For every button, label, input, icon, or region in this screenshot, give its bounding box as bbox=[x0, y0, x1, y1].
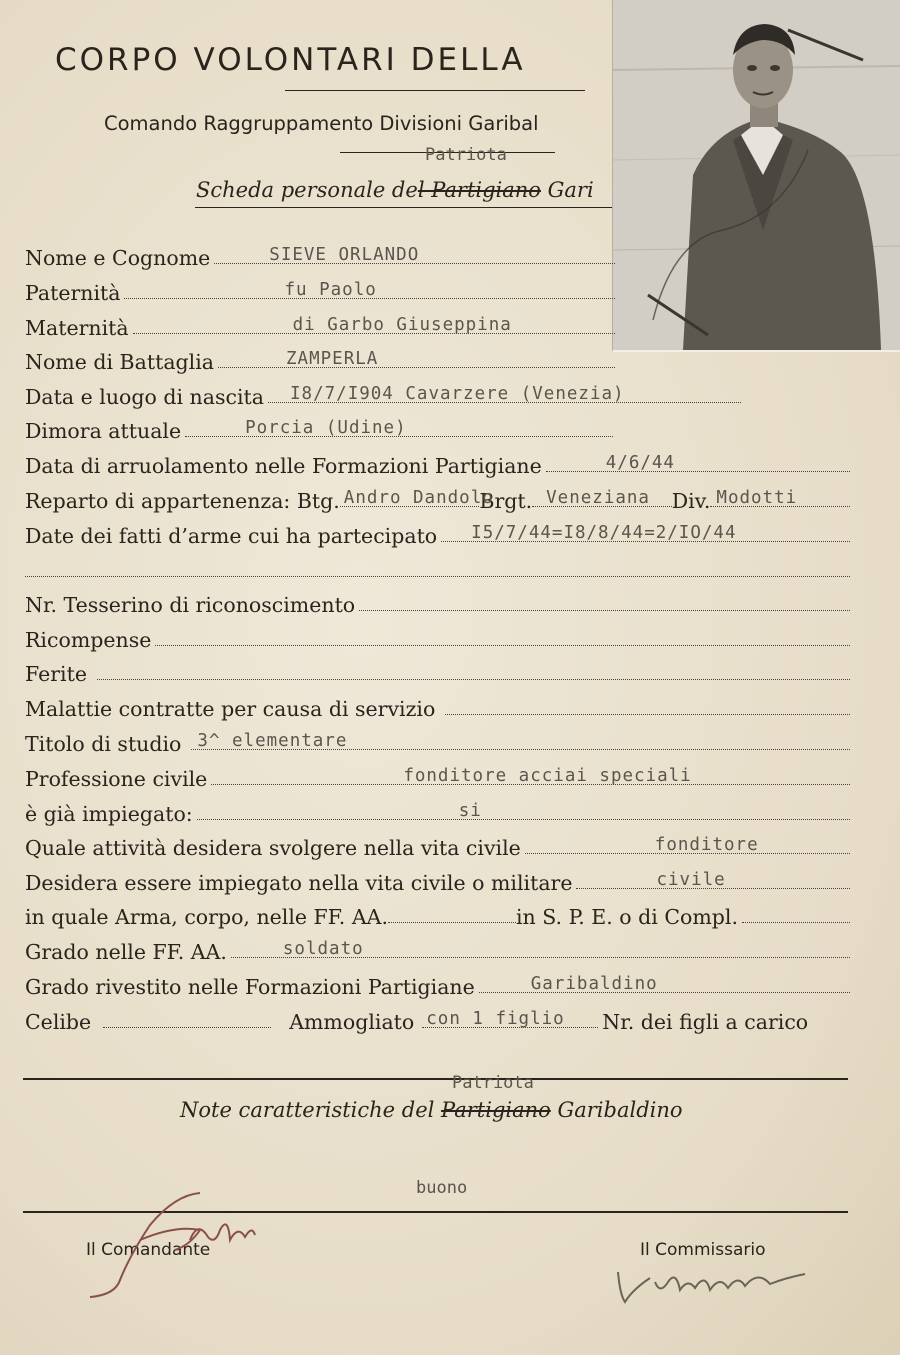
label-celibe: Celibe bbox=[25, 1010, 92, 1034]
value-line-attivita bbox=[525, 823, 850, 854]
label-fatti-arme: Date dei fatti d’arme cui ha partecipato bbox=[25, 524, 438, 548]
value-btg: Andro Dandolo bbox=[343, 488, 494, 508]
value-line-celibe bbox=[103, 997, 271, 1028]
label-reparto: Reparto di appartenenza: Btg. bbox=[25, 489, 340, 513]
field-nome-cognome bbox=[25, 240, 615, 270]
label-ferite: Ferite bbox=[25, 662, 87, 686]
label-grado-ffaa: Grado nelle FF. AA. bbox=[25, 940, 227, 964]
label-impiegato: è già impiegato: bbox=[25, 802, 193, 826]
value-line-impiegato bbox=[197, 789, 850, 820]
value-line-impiego bbox=[576, 858, 850, 889]
value-nome-battaglia: ZAMPERLA bbox=[286, 349, 379, 369]
commissario-label: Il Commissario bbox=[640, 1240, 766, 1260]
field-grado-partigiano bbox=[25, 969, 850, 999]
value-line-paternita bbox=[124, 268, 615, 299]
scheda-title-suffix: Gari bbox=[540, 178, 594, 202]
value-line-tesserino bbox=[359, 580, 850, 611]
value-line-dimora bbox=[185, 406, 613, 437]
value-line-arruolamento bbox=[546, 441, 850, 472]
value-impiegato: si bbox=[458, 801, 482, 821]
label-figli: Nr. dei figli a carico bbox=[602, 1010, 809, 1034]
label-arma: in quale Arma, corpo, nelle FF. AA. bbox=[25, 905, 388, 929]
blank-dotted-line bbox=[25, 546, 850, 577]
label-nome-battaglia: Nome di Battaglia bbox=[25, 350, 215, 374]
label-paternita: Paternità bbox=[25, 281, 121, 305]
label-titolo-studio: Titolo di studio bbox=[25, 732, 182, 756]
value-line-nome-cognome bbox=[214, 233, 615, 264]
value-line-fatti-arme bbox=[441, 511, 850, 542]
field-tesserino bbox=[25, 587, 850, 617]
notes-title bbox=[180, 1098, 683, 1122]
field-arruolamento bbox=[25, 448, 850, 478]
value-line-div bbox=[710, 476, 850, 507]
field-blank-line bbox=[25, 553, 850, 583]
value-line-nascita bbox=[268, 372, 741, 403]
value-div: Modotti bbox=[716, 488, 798, 508]
value-maternita: di Garbo Giuseppina bbox=[292, 315, 512, 335]
header-rule bbox=[285, 90, 585, 91]
label-attivita: Quale attività desidera svolgere nella vita civile bbox=[25, 836, 521, 860]
value-line-brgt bbox=[532, 476, 672, 507]
label-nome-cognome: Nome e Cognome bbox=[25, 246, 211, 270]
commissario-signature bbox=[610, 1260, 830, 1320]
value-ammogliato: con 1 figlio bbox=[426, 1009, 565, 1029]
scheda-rule bbox=[195, 207, 615, 208]
field-titolo-studio bbox=[25, 726, 850, 756]
field-grado-ffaa bbox=[25, 934, 850, 964]
label-arruolamento: Data di arruolamento nelle Formazioni Partigiane bbox=[25, 454, 542, 478]
value-line-grado-partigiano bbox=[479, 962, 850, 993]
label-div: Div. bbox=[671, 489, 711, 513]
value-titolo-studio: 3^ elementare bbox=[197, 731, 348, 751]
notes-title-prefix: Note caratteristiche del bbox=[180, 1098, 442, 1122]
value-line-arma bbox=[388, 892, 516, 923]
header-subtitle: Comando Raggruppamento Divisioni Garibal bbox=[104, 112, 539, 135]
header-title: CORPO VOLONTARI DELLA bbox=[55, 42, 526, 78]
portrait-photo bbox=[612, 0, 900, 352]
field-maternita bbox=[25, 310, 615, 340]
scheda-title bbox=[196, 178, 594, 202]
value-line-titolo-studio bbox=[191, 719, 850, 750]
field-malattie bbox=[25, 691, 850, 721]
comandante-signature bbox=[80, 1185, 280, 1305]
field-attivita bbox=[25, 830, 850, 860]
scheda-title-struck: l Partigiano bbox=[417, 178, 541, 202]
value-nome-cognome: SIEVE ORLANDO bbox=[269, 245, 420, 265]
comandante-label: Il Comandante bbox=[86, 1240, 211, 1260]
field-stato-civile bbox=[25, 1004, 850, 1034]
field-professione bbox=[25, 761, 850, 791]
value-line-btg bbox=[340, 476, 494, 508]
field-paternita bbox=[25, 275, 615, 305]
label-malattie: Malattie contratte per causa di servizio bbox=[25, 697, 436, 721]
notes-title-struck: Partigiano bbox=[441, 1098, 551, 1122]
label-ammogliato: Ammogliato bbox=[289, 1010, 415, 1034]
field-fatti-arme bbox=[25, 518, 850, 548]
value-professione: fonditore acciai speciali bbox=[403, 766, 692, 786]
label-brgt: Brgt. bbox=[479, 489, 533, 513]
value-attivita: fonditore bbox=[654, 835, 759, 855]
value-line-ricompense bbox=[155, 615, 850, 646]
value-grado-ffaa: soldato bbox=[282, 939, 364, 959]
label-maternita: Maternità bbox=[25, 316, 129, 340]
value-brgt: Veneziana bbox=[546, 488, 650, 508]
notes-value: buono bbox=[416, 1178, 468, 1198]
field-reparto bbox=[25, 483, 850, 513]
notes-patriota-correction: Patriota bbox=[452, 1073, 534, 1093]
notes-title-suffix: Garibaldino bbox=[550, 1098, 683, 1122]
field-nome-battaglia bbox=[25, 344, 615, 374]
label-tesserino: Nr. Tesserino di riconoscimento bbox=[25, 593, 356, 617]
notes-top-rule bbox=[23, 1078, 848, 1080]
value-line-ferite bbox=[97, 649, 850, 680]
label-grado-partigiano: Grado rivestito nelle Formazioni Partigiane bbox=[25, 975, 475, 999]
value-line-grado-ffaa bbox=[231, 927, 850, 958]
label-ricompense: Ricompense bbox=[25, 628, 152, 652]
field-ricompense bbox=[25, 622, 850, 652]
label-nascita: Data e luogo di nascita bbox=[25, 385, 265, 409]
header-patriota-correction: Patriota bbox=[425, 145, 507, 165]
field-nascita bbox=[25, 379, 745, 409]
field-impiegato bbox=[25, 796, 850, 826]
label-spe: in S. P. E. o di Compl. bbox=[515, 905, 738, 929]
value-nascita: I8/7/I904 Cavarzere (Venezia) bbox=[290, 384, 625, 404]
scheda-title-prefix: Scheda personale de bbox=[196, 178, 418, 202]
field-arma bbox=[25, 899, 850, 929]
field-ferite bbox=[25, 656, 850, 686]
value-arruolamento: 4/6/44 bbox=[605, 453, 675, 473]
value-line-ammogliato bbox=[422, 997, 598, 1028]
value-impiego: civile bbox=[656, 870, 726, 890]
label-impiego: Desidera essere impiegato nella vita civile o militare bbox=[25, 871, 573, 895]
label-dimora: Dimora attuale bbox=[25, 419, 182, 443]
value-paternita: fu Paolo bbox=[284, 280, 377, 300]
portrait-photo-drawing bbox=[613, 0, 900, 350]
value-dimora: Porcia (Udine) bbox=[245, 418, 407, 438]
value-fatti-arme: I5/7/44=I8/8/44=2/IO/44 bbox=[471, 523, 737, 543]
value-line-nome-battaglia bbox=[218, 337, 615, 368]
value-line-spe bbox=[742, 892, 850, 923]
label-professione: Professione civile bbox=[25, 767, 208, 791]
value-line-maternita bbox=[133, 303, 615, 334]
value-line-malattie bbox=[445, 684, 850, 715]
value-line-professione bbox=[211, 754, 850, 785]
field-impiego bbox=[25, 865, 850, 895]
field-dimora bbox=[25, 413, 613, 443]
value-grado-partigiano: Garibaldino bbox=[530, 974, 658, 994]
